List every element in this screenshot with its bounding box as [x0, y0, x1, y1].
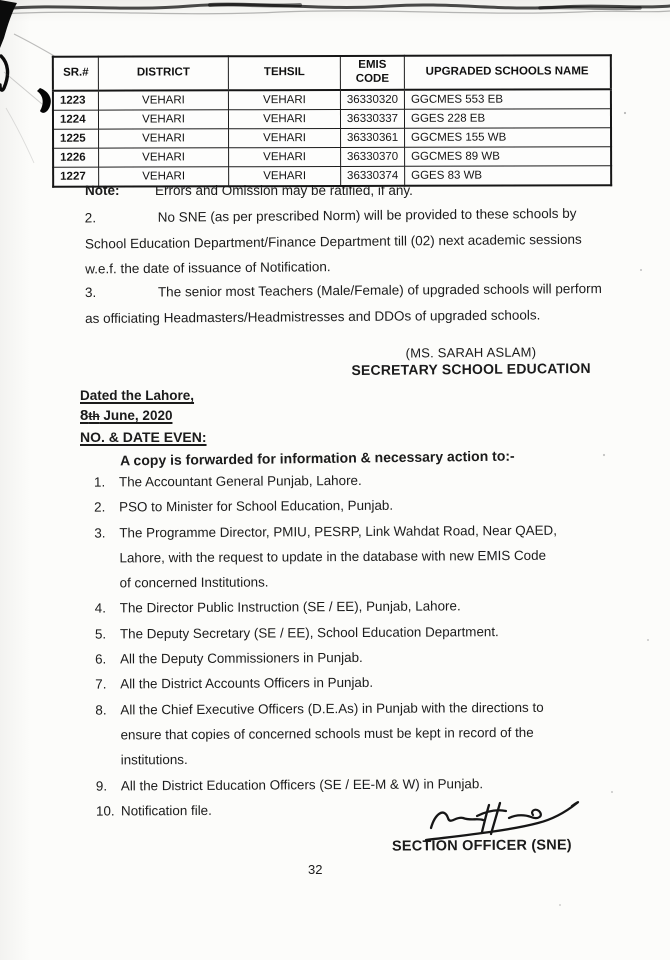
table-cell: 36330370 — [341, 147, 405, 166]
table-cell: 36330320 — [340, 89, 404, 109]
column-header-district: DISTRICT — [98, 56, 228, 90]
scan-blob — [37, 88, 51, 113]
table-header-row — [53, 55, 611, 90]
paragraph-3-number: 3. — [84, 284, 97, 301]
signatory-name: (MS. SARAH ASLAM) — [405, 344, 537, 361]
table-cell: VEHARI — [99, 166, 229, 186]
distribution-item — [94, 466, 612, 494]
distribution-item-number: 9. — [95, 778, 108, 794]
column-header-sr: SR.# — [53, 57, 99, 91]
distribution-item-number: 8. — [95, 702, 107, 718]
distribution-item-number: 7. — [95, 676, 107, 692]
distribution-item-text: Notification file. — [120, 802, 212, 819]
column-header-emis-code: EMIS CODE — [340, 56, 404, 90]
distribution-item — [95, 643, 613, 671]
distribution-item-text: The Deputy Secretary (SE / EE), School Education Department. — [119, 623, 499, 642]
table-cell: VEHARI — [98, 109, 228, 128]
reference-line: NO. & DATE EVEN: — [80, 429, 207, 445]
scan-corner-wedge — [0, 0, 17, 48]
table-cell: VEHARI — [229, 128, 341, 147]
date-day: 8 — [80, 407, 89, 424]
table-row — [53, 89, 611, 110]
table-cell: VEHARI — [99, 128, 229, 147]
distribution-item-text: PSO to Minister for School Education, Punjab. — [119, 498, 394, 515]
distribution-item — [95, 618, 613, 646]
officer-title: SECTION OFFICER (SNE) — [391, 837, 572, 855]
date-day-suffix: th — [88, 409, 100, 423]
distribution-item-number: 4. — [94, 600, 106, 617]
scan-streak-top — [0, 5, 670, 9]
distribution-item — [95, 694, 613, 773]
dateline-place: Dated the Lahore, — [80, 388, 195, 403]
table-cell: VEHARI — [98, 90, 228, 110]
note-line — [85, 183, 605, 198]
table-cell: 1224 — [53, 110, 99, 129]
paragraph-3 — [85, 276, 607, 331]
paragraph-2-text: No SNE (as per prescribed Norm) will be provided to these schools by School Education Department/Finance Department till (02) next academic sessions w.e.f. the date of issuance of Notification. — [84, 205, 582, 277]
table-cell: GGES 83 WB — [405, 165, 611, 185]
table-row — [53, 127, 611, 147]
column-header-tehsil: TEHSIL — [228, 56, 340, 90]
date-rest: June, 2020 — [99, 408, 173, 423]
table-body — [53, 89, 611, 186]
table-cell: 1223 — [53, 90, 99, 110]
table-cell: 1225 — [53, 129, 99, 148]
distribution-item-text: All the District Accounts Officers in Punjab. — [120, 675, 374, 692]
upgraded-schools-table — [52, 54, 612, 187]
paragraph-3-text: The senior most Teachers (Male/Female) of upgraded schools will perform as officiating Headmasters/Headmistresses and DDOs of upgraded schools. — [85, 280, 602, 326]
distribution-item-number: 10. — [95, 803, 115, 819]
table-row — [53, 108, 611, 128]
table-cell: VEHARI — [229, 166, 341, 186]
table-cell: 1226 — [53, 148, 99, 167]
distribution-item-number: 2. — [94, 499, 106, 515]
distribution-item — [94, 517, 612, 596]
distribution-item-text: The Director Public Instruction (SE / EE), Punjab, Lahore. — [119, 598, 461, 616]
distribution-item-text: All the Deputy Commissioners in Punjab. — [120, 650, 363, 667]
distribution-item — [95, 593, 613, 621]
distribution-item-text: The Programme Director, PMIU, PESRP, Link Wahdat Road, Near QAED, Lahore, with the request to update in the database with new EMIS Code of concerned Institutions. — [119, 522, 557, 591]
distribution-item — [95, 669, 613, 697]
dateline — [80, 386, 194, 426]
distribution-item-text: All the Chief Executive Officers (D.E.As) in Punjab with the directions to ensure that copies of concerned schools must be kept in record of the institutions. — [120, 699, 544, 768]
table-cell: 1227 — [53, 167, 99, 187]
table-row — [53, 146, 611, 166]
distribution-list — [94, 466, 614, 823]
forwarding-line: A copy is forwarded for information & necessary action to:- — [119, 447, 515, 469]
distribution-item-number: 6. — [95, 651, 107, 667]
distribution-item-text: The Accountant General Punjab, Lahore. — [118, 472, 362, 490]
table-cell: VEHARI — [228, 109, 340, 128]
distribution-item — [94, 492, 612, 520]
distribution-item-number: 3. — [94, 525, 106, 541]
table-cell: GGCMES 89 WB — [405, 146, 611, 166]
table-cell: 36330374 — [341, 166, 405, 186]
table-cell: VEHARI — [228, 90, 340, 110]
note-label: Note: — [85, 183, 120, 198]
table-cell: GGES 228 EB — [404, 108, 610, 128]
signatory-block — [348, 344, 594, 378]
page-number: 32 — [308, 862, 323, 877]
paragraph-2 — [85, 200, 608, 282]
table-cell: GGCMES 155 WB — [405, 127, 611, 147]
table-cell: VEHARI — [99, 147, 229, 166]
distribution-item-number: 1. — [93, 474, 106, 490]
column-header-school-name: UPGRADED SCHOOLS NAME — [404, 55, 610, 89]
note-text: Errors and Omission may be ratified, if any. — [155, 183, 413, 198]
distribution-item-text: All the District Education Officers (SE / EE-M & W) in Punjab. — [120, 775, 484, 793]
table-cell: 36330361 — [341, 128, 405, 147]
table-cell: GGCMES 553 EB — [404, 89, 610, 109]
distribution-item-number: 5. — [94, 626, 107, 642]
table-cell: 36330337 — [340, 109, 404, 128]
table-cell: VEHARI — [229, 147, 341, 166]
dateline-date — [80, 406, 194, 426]
signatory-title: SECRETARY SCHOOL EDUCATION — [351, 359, 591, 379]
paragraph-2-number: 2. — [84, 210, 97, 226]
